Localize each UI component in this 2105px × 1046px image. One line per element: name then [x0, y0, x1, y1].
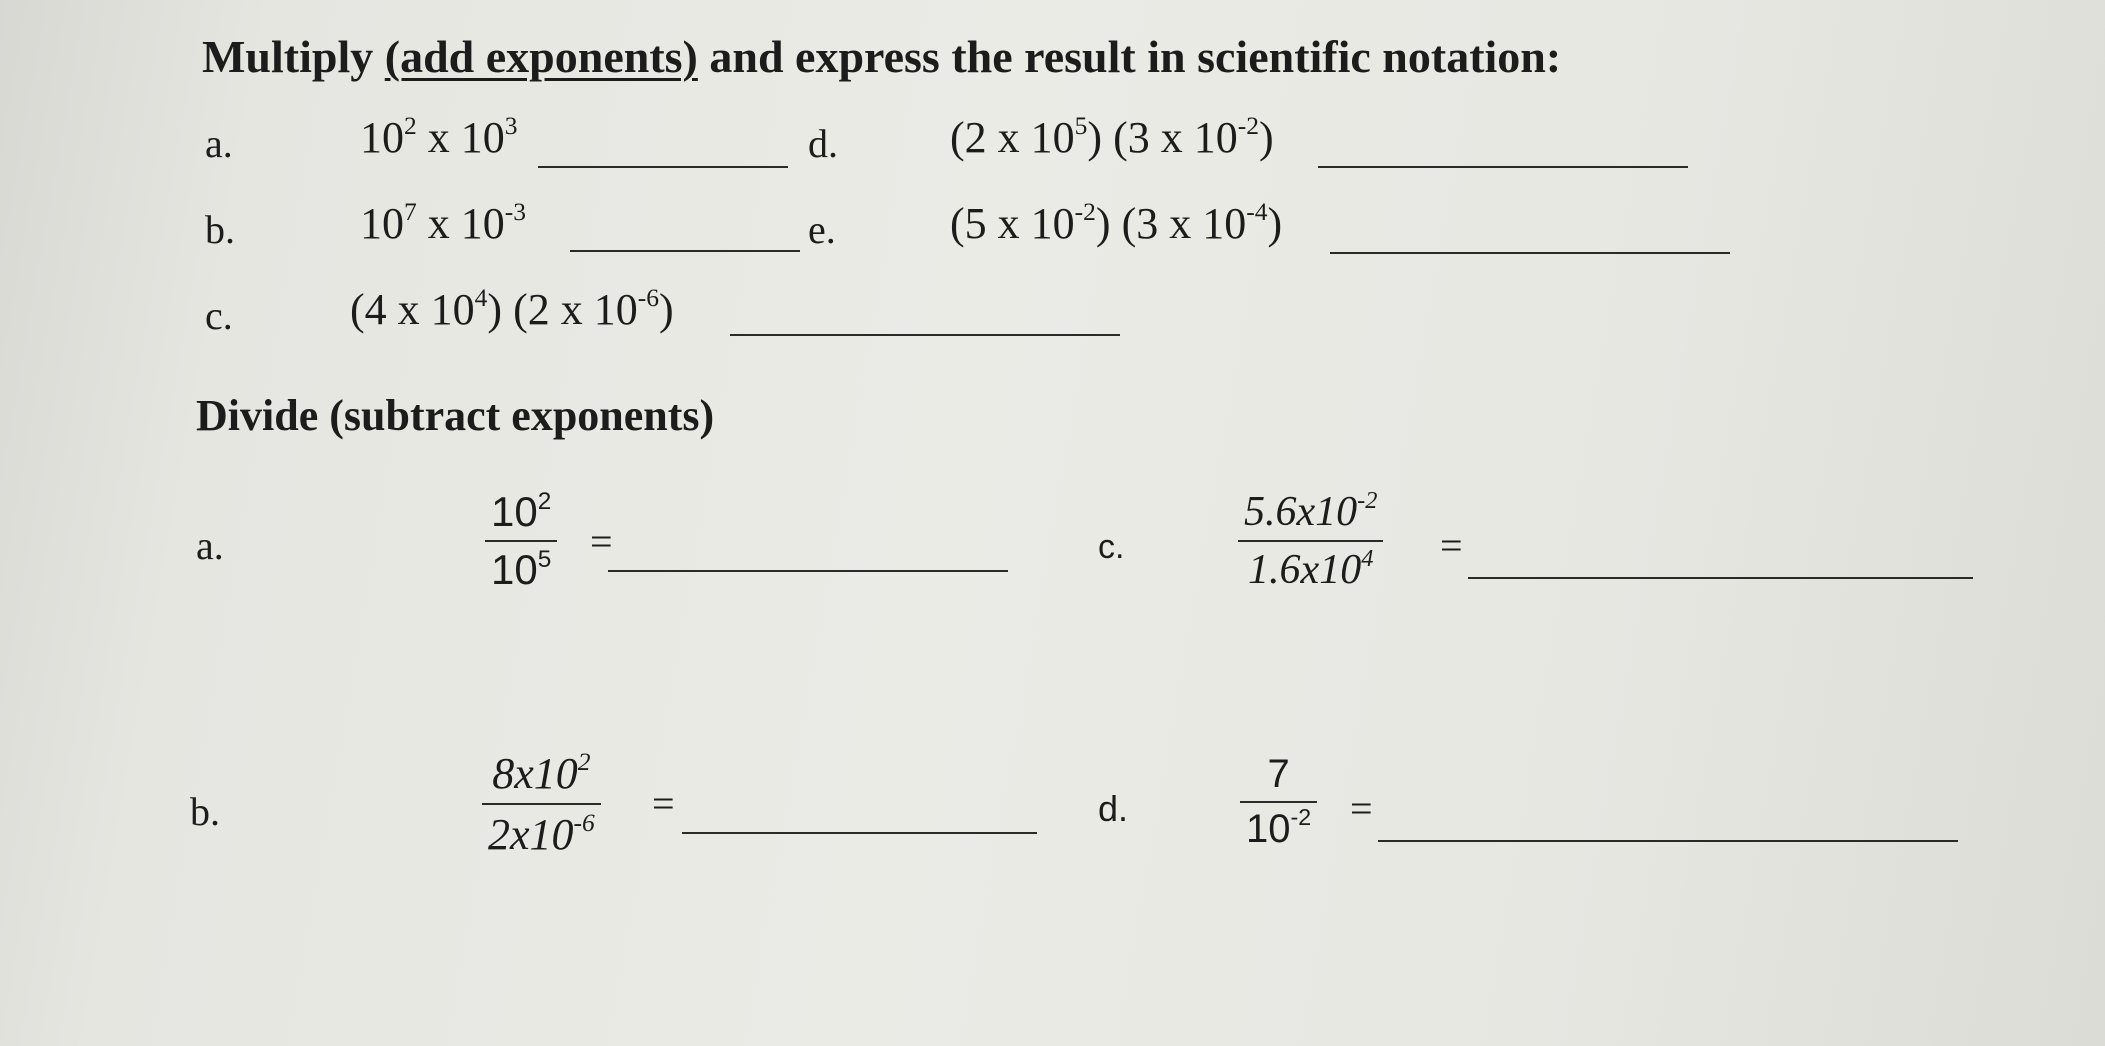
- multiply-a-label: a.: [205, 121, 233, 166]
- multiply-c-label: c.: [205, 293, 233, 338]
- multiply-b-answer-line[interactable]: [570, 250, 800, 252]
- divide-b-answer-line[interactable]: [682, 832, 1037, 834]
- divide-a-label: a.: [196, 523, 224, 568]
- divide-c-equals: =: [1440, 523, 1463, 568]
- multiply-d-label: d.: [808, 121, 838, 166]
- divide-c-label: c.: [1098, 528, 1125, 566]
- divide-d-label: d.: [1098, 788, 1129, 829]
- multiply-a-expression: $10^2$ x $10^3$: [360, 110, 518, 162]
- multiply-heading-text: Multiply: [202, 31, 385, 82]
- divide-b-fraction: [482, 748, 601, 860]
- divide-d-fraction: [1240, 752, 1317, 852]
- multiply-e-answer-line[interactable]: [1330, 252, 1730, 254]
- divide-a-fraction: [485, 488, 557, 594]
- divide-d-numerator: 7: [1267, 752, 1290, 796]
- multiply-c-answer-line[interactable]: [730, 334, 1120, 336]
- divide-heading: Divide (subtract exponents): [196, 391, 715, 440]
- divide-a-equals: =: [590, 519, 613, 564]
- multiply-d-expression: (2 x $10^5$) (3 x $10^{-2}$): [950, 110, 1274, 162]
- divide-b-numerator: $8x10^2$: [492, 746, 591, 798]
- divide-a-denominator: $10^5$: [491, 545, 552, 593]
- divide-b-denominator: $2x10^{-6}$: [488, 807, 595, 859]
- multiply-b-label: b.: [205, 207, 235, 252]
- divide-b-equals: =: [652, 781, 675, 826]
- divide-a-answer-line[interactable]: [608, 570, 1008, 572]
- divide-a-numerator: $10^2$: [491, 487, 552, 535]
- multiply-heading-rest: and express the result in scientific notation:: [697, 31, 1562, 82]
- divide-d-answer-line[interactable]: [1378, 840, 1958, 842]
- multiply-heading-underlined: (add exponents): [384, 31, 698, 82]
- divide-b-label: b.: [190, 789, 220, 834]
- divide-c-numerator: $5.6x10^{-2}$: [1244, 486, 1378, 535]
- multiply-d-answer-line[interactable]: [1318, 166, 1688, 168]
- multiply-b-expression: $10^7$ x $10^{-3}$: [360, 196, 527, 248]
- divide-c-fraction: [1238, 488, 1383, 594]
- multiply-c-expression: (4 x $10^4$) (2 x $10^{-6}$): [350, 282, 674, 334]
- divide-c-denominator: $1.6x10^4$: [1248, 544, 1374, 593]
- multiply-e-label: e.: [808, 207, 836, 252]
- multiply-heading: [202, 30, 1561, 83]
- divide-c-answer-line[interactable]: [1468, 577, 1973, 579]
- multiply-a-answer-line[interactable]: [538, 166, 788, 168]
- multiply-e-expression: (5 x $10^{-2}$) (3 x $10^{-4}$): [950, 196, 1283, 248]
- divide-d-equals: =: [1350, 786, 1373, 831]
- divide-d-denominator: $10^{-2}$: [1246, 804, 1312, 851]
